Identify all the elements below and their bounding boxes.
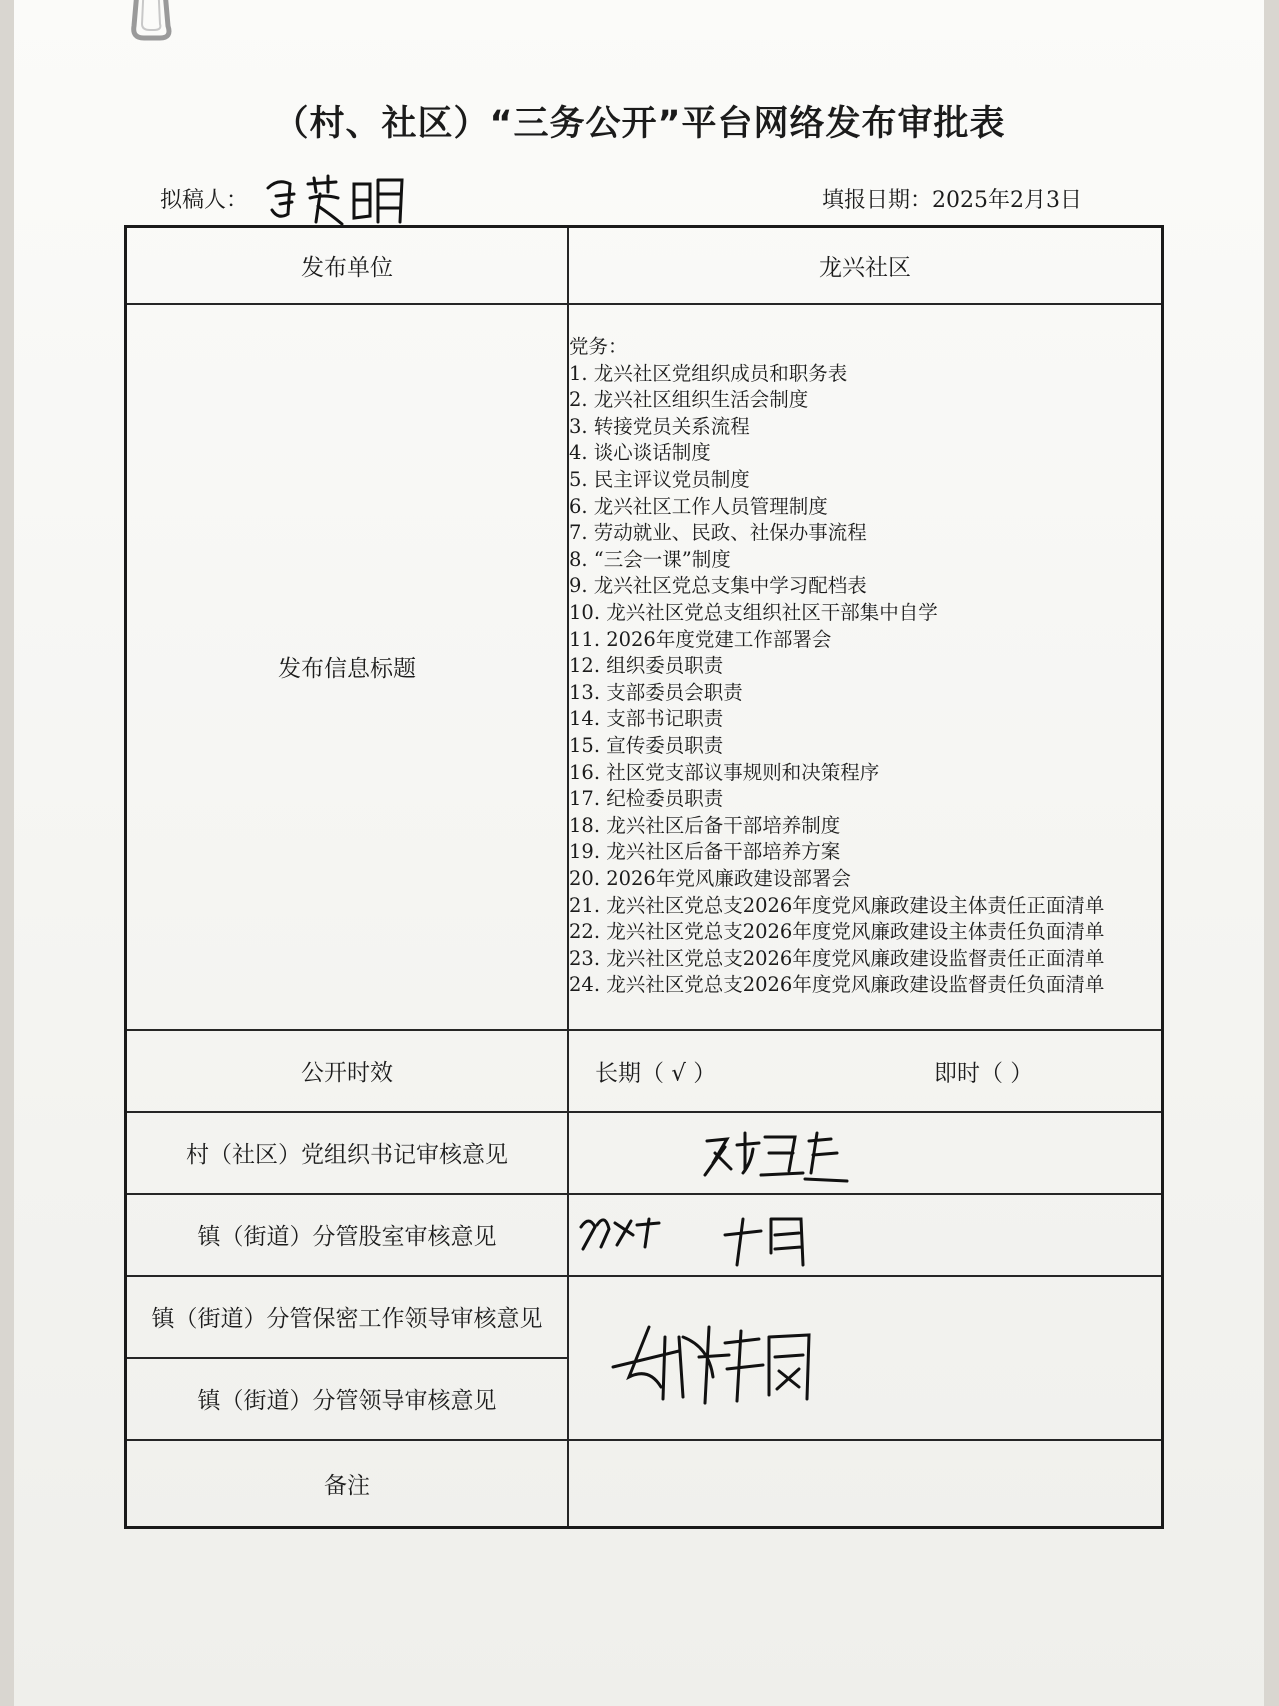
- list-item: 3. 转接党员关系流程: [569, 414, 750, 438]
- list-item: 13. 支部委员会职责: [569, 680, 743, 704]
- list-item: 2. 龙兴社区组织生活会制度: [569, 388, 809, 412]
- publisher-label: 发布单位: [126, 227, 569, 304]
- list-item: 8. “三会一课”制度: [569, 547, 731, 571]
- list-heading: 党务：: [569, 335, 628, 359]
- list-item: 19. 龙兴社区后备干部培养方案: [569, 840, 841, 864]
- timing-options: [568, 1030, 1163, 1112]
- fill-date-value: 2025年2月3日: [932, 188, 1082, 213]
- row-secretary-review: [126, 1112, 1163, 1194]
- row-secrecy-review: [126, 1276, 1163, 1358]
- fill-date-label: 填报日期：: [822, 188, 933, 213]
- fill-date-field: [822, 183, 1082, 214]
- list-item: 4. 谈心谈话制度: [569, 441, 711, 465]
- list-item: 1. 龙兴社区党组织成员和职务表: [569, 361, 848, 385]
- list-item: 12. 组织委员职责: [569, 654, 724, 678]
- timing-label: 公开时效: [126, 1030, 569, 1112]
- immediate-option: 即时（ ）: [934, 1060, 1034, 1086]
- leader-review-label: 镇（街道）分管领导审核意见: [126, 1358, 569, 1440]
- info-titles-list: [568, 304, 1163, 1030]
- secretary-review-signature-cell: [568, 1112, 1163, 1194]
- list-item: 24. 龙兴社区党总支2026年度党风廉政建设监督责任负面清单: [569, 973, 1105, 997]
- drafter-signature: [258, 170, 418, 230]
- list-item: 5. 民主评议党员制度: [569, 468, 750, 492]
- form-title: （村、社区）“三务公开”平台网络发布审批表: [273, 104, 1006, 144]
- list-item: 10. 龙兴社区党总支组织社区干部集中自学: [569, 601, 938, 625]
- list-item: 9. 龙兴社区党总支集中学习配档表: [569, 574, 867, 598]
- list-item: 18. 龙兴社区后备干部培养制度: [569, 813, 841, 837]
- list-item: 15. 宣传委员职责: [569, 733, 724, 757]
- list-item: 23. 龙兴社区党总支2026年度党风廉政建设监督责任正面清单: [569, 946, 1105, 970]
- row-publisher: [126, 227, 1163, 304]
- info-titles-label: 发布信息标题: [126, 304, 569, 1030]
- remarks-value: [568, 1440, 1163, 1528]
- list-item: 6. 龙兴社区工作人员管理制度: [569, 494, 828, 518]
- publisher-value: 龙兴社区: [568, 227, 1163, 304]
- row-department-review: [126, 1194, 1163, 1276]
- secretary-signature: [699, 1123, 849, 1187]
- department-signature: [575, 1205, 835, 1275]
- list-item: 11. 2026年度党建工作部署会: [569, 627, 832, 651]
- secrecy-review-label: 镇（街道）分管保密工作领导审核意见: [126, 1276, 569, 1358]
- binder-clip-icon: [124, 0, 180, 60]
- row-remarks: [126, 1440, 1163, 1528]
- drafter-field: [160, 183, 254, 214]
- leader-signature: [609, 1307, 839, 1417]
- list-item: 17. 纪检委员职责: [569, 787, 724, 811]
- approval-table: [124, 225, 1164, 1529]
- department-review-label: 镇（街道）分管股室审核意见: [126, 1194, 569, 1276]
- department-review-signature-cell: [568, 1194, 1163, 1276]
- list-item: 14. 支部书记职责: [569, 707, 724, 731]
- leader-review-signature-cell: [568, 1276, 1163, 1440]
- row-info-titles: [126, 304, 1163, 1030]
- remarks-label: 备注: [126, 1440, 569, 1528]
- list-item: 22. 龙兴社区党总支2026年度党风廉政建设主体责任负面清单: [569, 920, 1105, 944]
- long-term-option: 长期（ √ ）: [595, 1060, 717, 1086]
- list-item: 7. 劳动就业、民政、社保办事流程: [569, 521, 867, 545]
- row-timing: [126, 1030, 1163, 1112]
- list-item: 21. 龙兴社区党总支2026年度党风廉政建设主体责任正面清单: [569, 893, 1105, 917]
- list-item: 20. 2026年党风廉政建设部署会: [569, 866, 851, 890]
- secretary-review-label: 村（社区）党组织书记审核意见: [126, 1112, 569, 1194]
- drafter-label: 拟稿人：: [160, 188, 249, 213]
- list-item: 16. 社区党支部议事规则和决策程序: [569, 760, 880, 784]
